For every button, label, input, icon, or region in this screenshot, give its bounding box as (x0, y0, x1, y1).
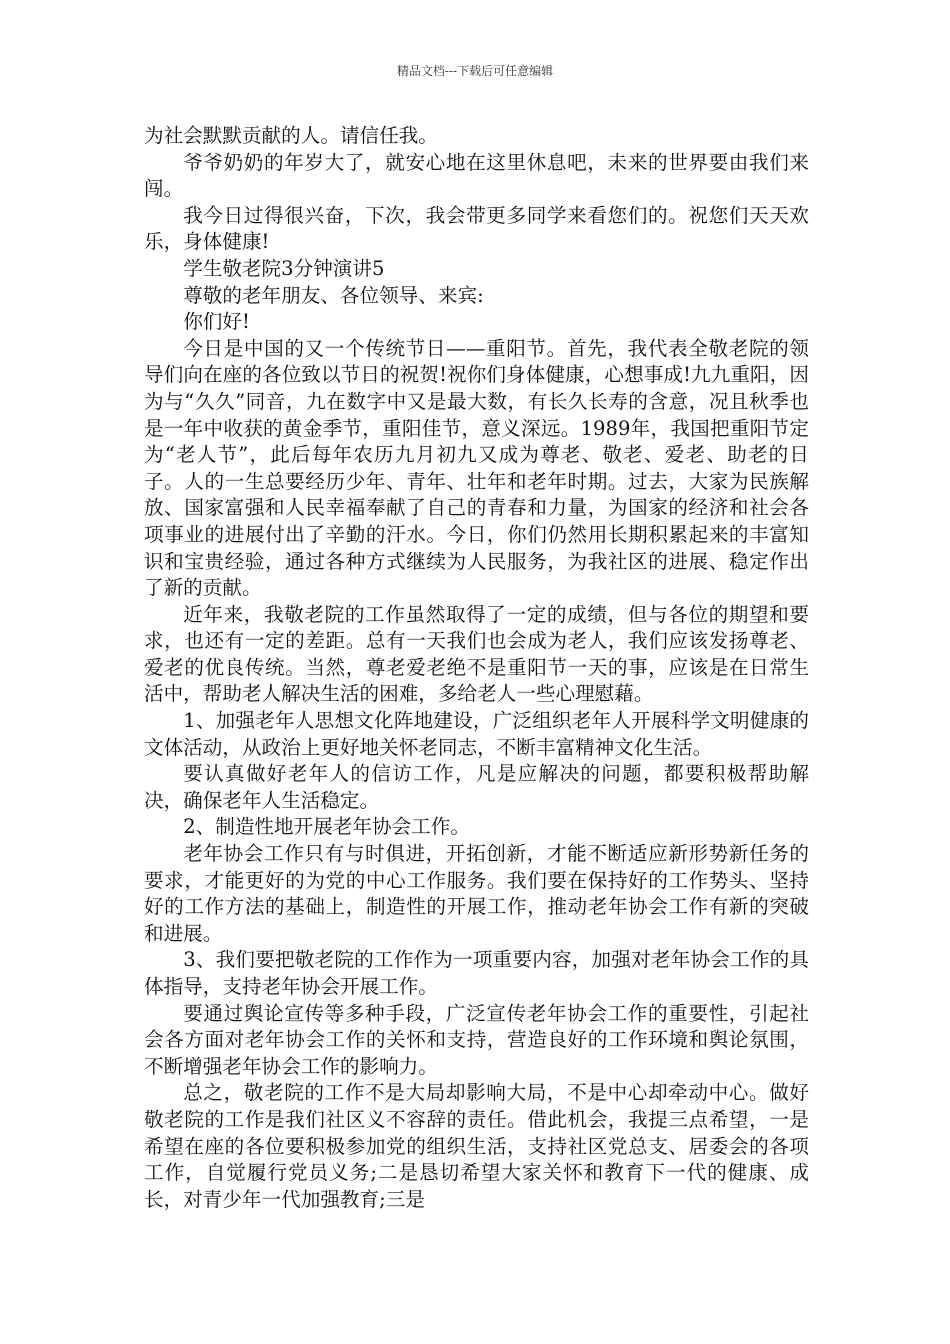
paragraph-10: 要认真做好老年人的信访工作，凡是应解决的问题，都要积极帮助解决，确保老年人生活稳定。 (144, 762, 809, 812)
paragraph-15: 总之，敬老院的工作不是大局却影响大局，不是中心却牵动中心。做好敬老院的工作是我们社区义不容辞的责任。借此机会，我提三点希望，一是希望在座的各位要积极参加党的组织生活，支持社区党总支、居委会的各项工作，自觉履行党员义务;二是恳切希望大家关怀和教育下一代的健康、成长，对青少年一代加强教育;三是 (144, 1081, 809, 1211)
paragraph-7: 今日是中国的又一个传统节日——重阳节。首先，我代表全敬老院的领导们向在座的各位致以节日的祝贺!祝你们身体健康，心想事成!九九重阳，因为与“久久”同音，九在数字中又是最大数，有长久长寿的含意，况且秋季也是一年中收获的黄金季节，重阳佳节，意义深远。1989年，我国把重阳节定为“老人节”，此后每年农历九月初九又成为尊老、敬老、爱老、助老的日子。人的一生总要经历少年、青年、壮年和老年时期。过去，大家为民族解放、国家富强和人民幸福奉献了自己的青春和力量，为国家的经济和社会各项事业的进展付出了辛勤的汗水。今日，你们仍然用长期积累起来的丰富知识和宝贵经验，通过各种方式继续为人民服务，为我社区的进展、稳定作出了新的贡献。 (144, 336, 809, 600)
salutation: 尊敬的老年朋友、各位领导、来宾: (183, 283, 484, 307)
page-header: 精品文档---下载后可任意编辑 (396, 64, 554, 78)
point-3: 3、我们要把敬老院的工作作为一项重要内容，加强对老年协会工作的具体指导，支持老年协会开展工作。 (144, 948, 809, 998)
document-body (144, 123, 809, 1213)
paragraph-1: 为社会默默贡献的人。请信任我。 (144, 124, 438, 147)
greeting: 你们好! (183, 310, 250, 334)
paragraph-14: 要通过舆论宣传等多种手段，广泛宣传老年协会工作的重要性，引起社会各方面对老年协会工作的关怀和支持，营造良好的工作环境和舆论氛围，不断增强老年协会工作的影响力。 (144, 1001, 809, 1078)
point-2: 2、制造性地开展老年协会工作。 (183, 815, 470, 839)
paragraph-3: 我今日过得很兴奋，下次，我会带更多同学来看您们的。祝您们天天欢乐，身体健康! (144, 203, 809, 254)
speech-title: 学生敬老院3分钟演讲5 (183, 256, 385, 280)
paragraph-8: 近年来，我敬老院的工作虽然取得了一定的成绩，但与各位的期望和要求，也还有一定的差距。总有一天我们也会成为老人，我们应该发扬尊老、爱老的优良传统。当然，尊老爱老绝不是重阳节一天的事，应该是在日常生活中，帮助老人解决生活的困难，多给老人一些心理慰藉。 (144, 602, 809, 706)
paragraph-2: 爷爷奶奶的年岁大了，就安心地在这里休息吧，未来的世界要由我们来闯。 (144, 150, 809, 201)
paragraph-12: 老年协会工作只有与时俱进，开拓创新，才能不断适应新形势新任务的要求，才能更好的为党的中心工作服务。我们要在保持好的工作势头、坚持好的工作方法的基础上，制造性的开展工作，推动老年协会工作有新的突破和进展。 (144, 842, 809, 945)
point-1: 1、加强老年人思想文化阵地建设，广泛组织老年人开展科学文明健康的文体活动，从政治上更好地关怀老同志，不断丰富精神文化生活。 (144, 709, 809, 759)
